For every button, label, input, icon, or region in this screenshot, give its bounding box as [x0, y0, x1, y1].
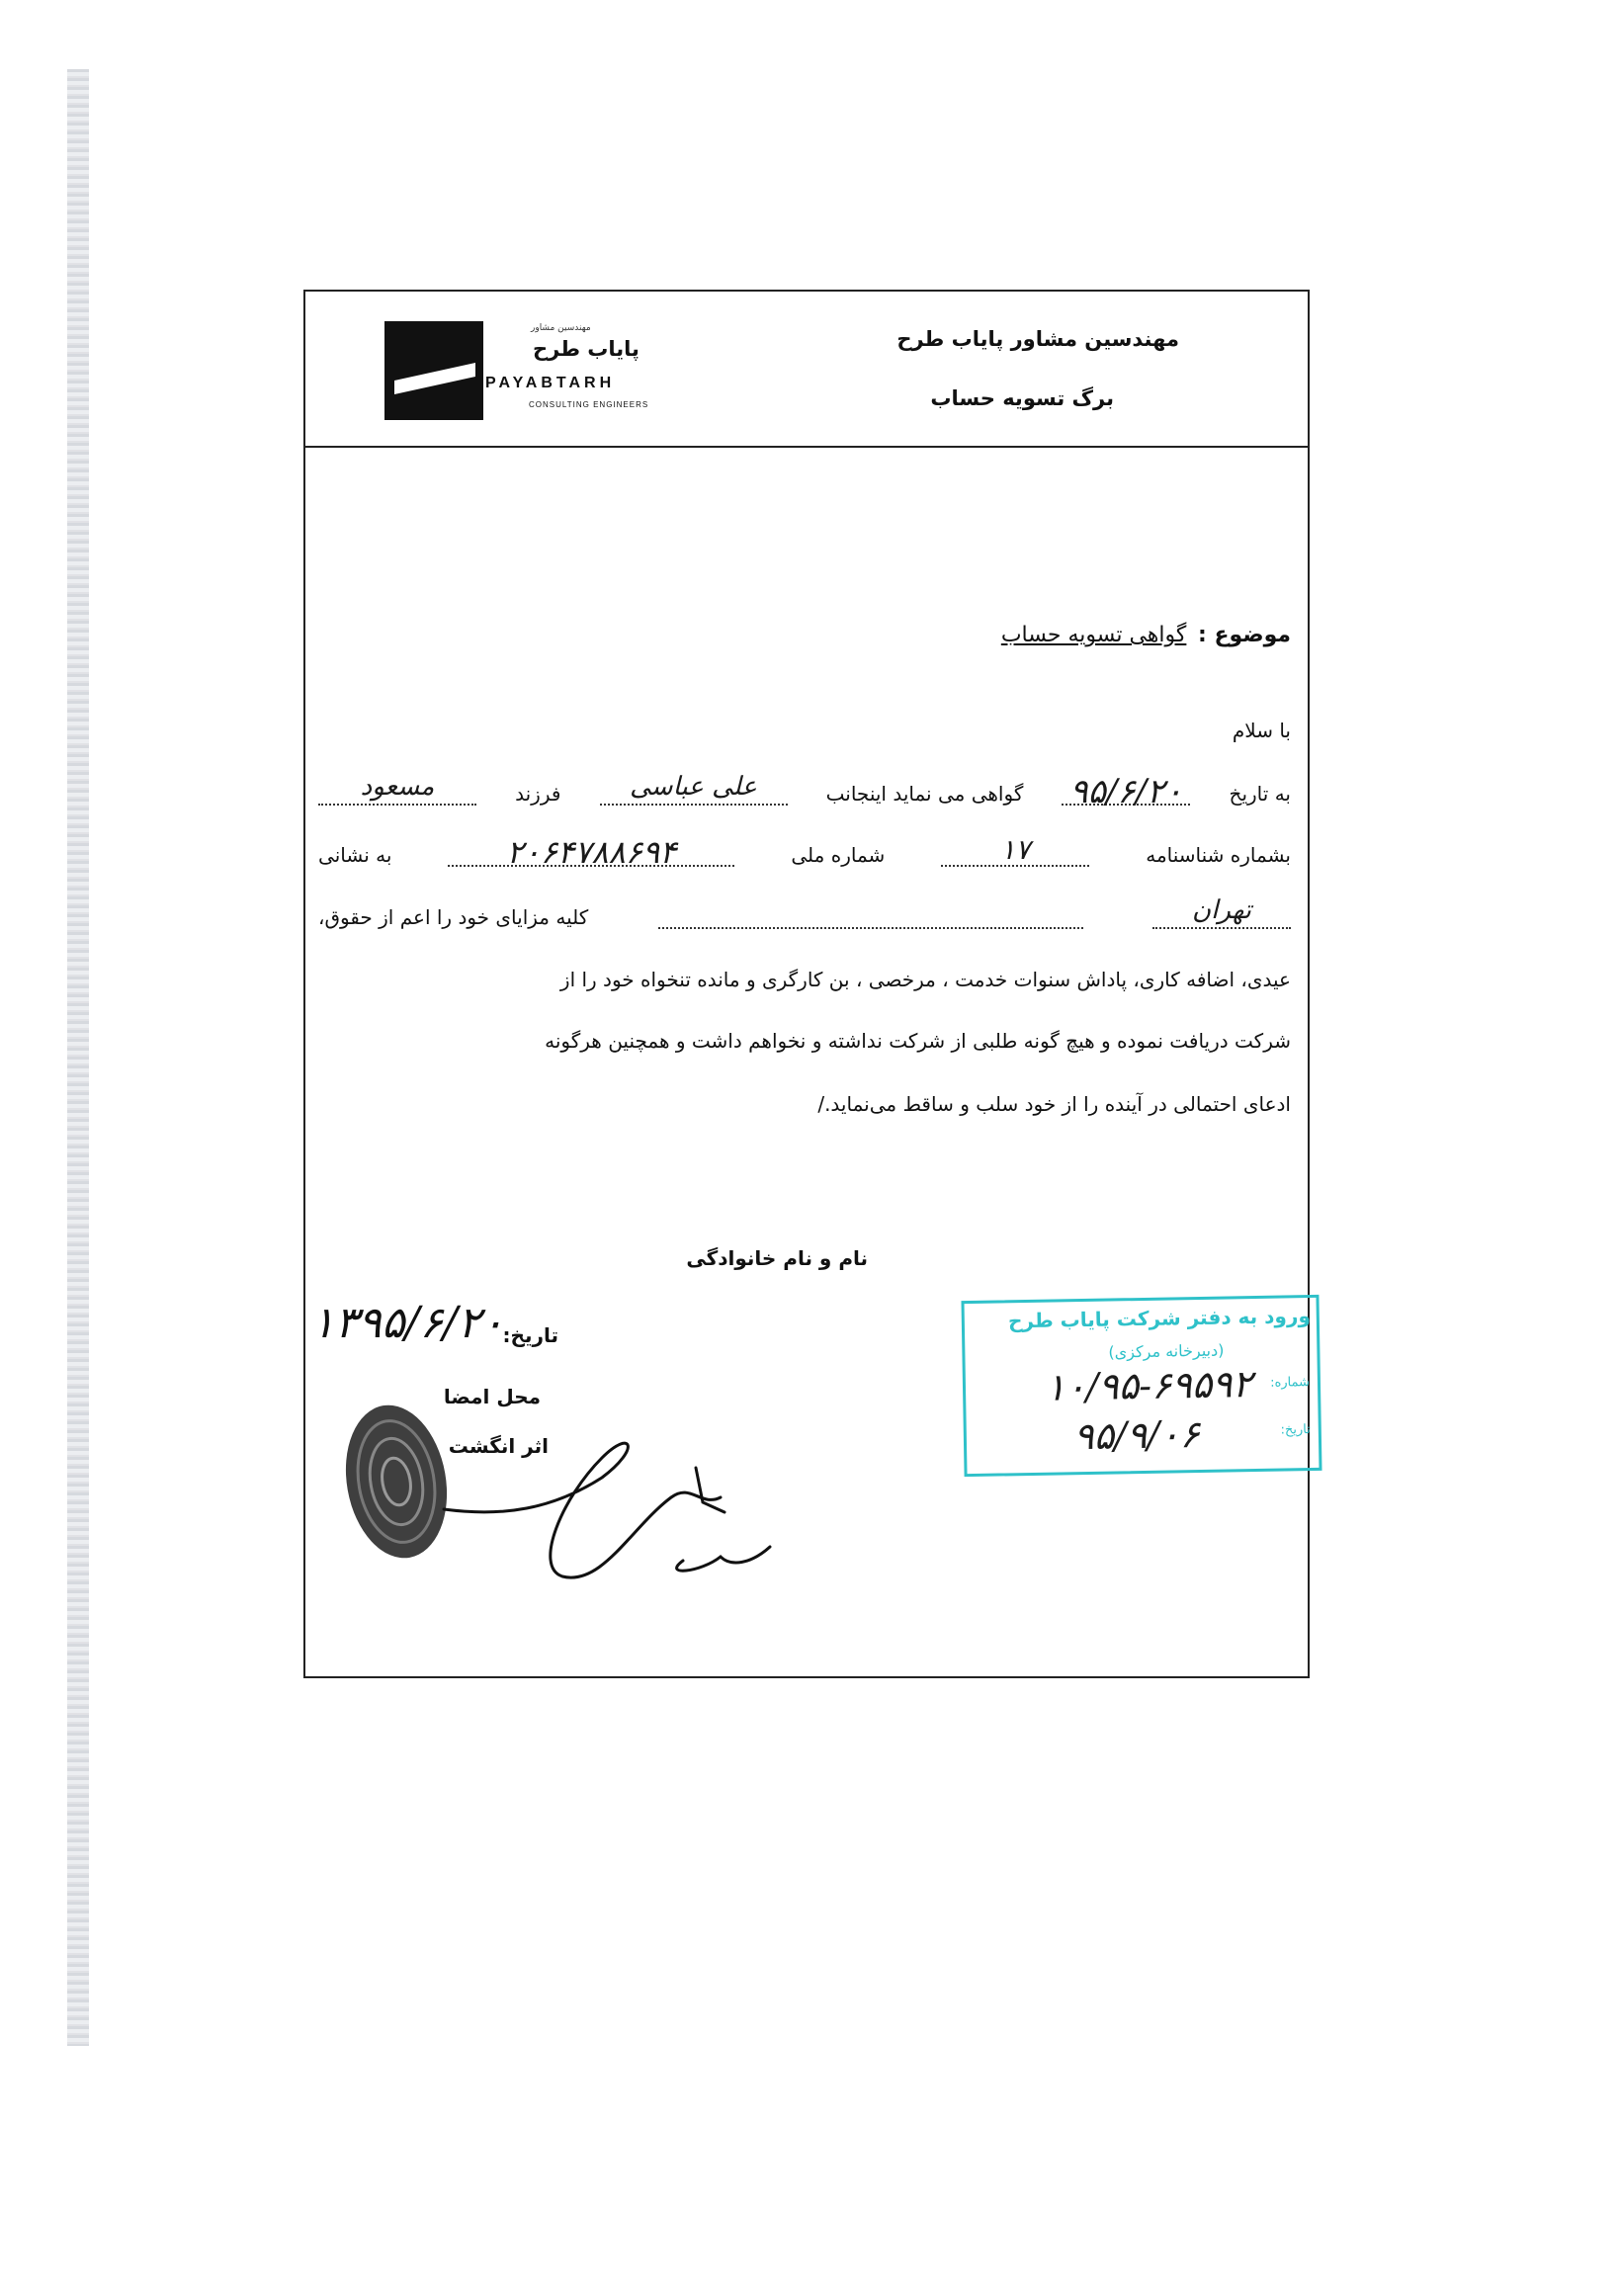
stamp-date: ۹۵/۹/۰۶: [1072, 1411, 1201, 1459]
body-line-4: عیدی، اضافه کاری، پاداش سنوات خدمت ، مرخصی ، بن کارگری و مانده تنخواه خود را از: [559, 968, 1291, 991]
stamp-number: ۱۰/۹۵-۶۹۵۹۲: [1045, 1362, 1253, 1409]
logo-english-name: PAYABTARH: [485, 375, 616, 391]
id-number-label: بشماره شناسنامه: [1146, 843, 1291, 867]
national-id-label: شماره ملی: [791, 843, 886, 867]
footer-date-label: تاریخ:: [502, 1323, 558, 1347]
scan-edge-artifact: [67, 69, 89, 2046]
benefits-text: کلیه مزایای خود را اعم از حقوق،: [318, 905, 589, 929]
greeting: با سلام: [1232, 719, 1291, 742]
stamp-date-label: تاریخ:: [1280, 1422, 1311, 1438]
full-name-label: نام و نام خانوادگی: [686, 1246, 868, 1270]
subject-value: گواهی تسویه حساب: [1000, 623, 1187, 647]
date-intro: به تاریخ: [1229, 782, 1291, 806]
body-line-6: ادعای احتمالی در آینده را از خود سلب و ساقط می‌نماید./: [817, 1092, 1291, 1116]
date-handwritten: ۹۵/۶/۲۰: [1069, 772, 1183, 811]
fingerprint-icon: [334, 1398, 459, 1567]
certify-text: گواهی می نماید اینجانب: [825, 782, 1024, 806]
logo-persian-name: پایاب طرح: [533, 337, 639, 361]
company-name: مهندسین مشاور پایاب طرح: [896, 327, 1179, 351]
footer-date-handwritten: ۱۳۹۵/۶/۲۰: [311, 1298, 505, 1348]
handwritten-signature: [444, 1443, 770, 1577]
settlement-form: [303, 290, 1310, 1678]
form-title: برگ تسویه حساب: [930, 386, 1114, 410]
name-handwritten: علی عباسی: [630, 772, 757, 802]
subject-label: موضوع :: [1198, 623, 1291, 647]
stamp-title: ورود به دفتر شرکت پایاب طرح: [1007, 1304, 1311, 1333]
id-number-handwritten: ۱۷: [1000, 833, 1031, 866]
stamp-number-label: شماره:: [1269, 1375, 1311, 1391]
fingerprint-label: اثر انگشت: [448, 1434, 549, 1458]
body-line-5: شرکت دریافت نموده و هیچ گونه طلبی از شرکت نداشته و نخواهم داشت و همچنین هرگونه: [545, 1029, 1291, 1053]
signature-label: محل امضا: [443, 1385, 541, 1408]
father-name-handwritten: مسعود: [360, 772, 435, 802]
child-of-label: فرزند: [515, 782, 561, 806]
national-id-handwritten: ۲۰۶۴۷۸۸۶۹۴: [506, 833, 677, 871]
logo-persian-subtitle: مهندسین مشاور: [531, 323, 591, 333]
address-label: به نشانی: [318, 843, 392, 867]
stamp-subtitle: (دبیرخانه مرکزی): [1108, 1340, 1225, 1362]
logo-english-subtitle: CONSULTING ENGINEERS: [529, 400, 649, 409]
address-handwritten: تهران: [1192, 895, 1251, 925]
registry-stamp: [961, 1295, 1321, 1477]
